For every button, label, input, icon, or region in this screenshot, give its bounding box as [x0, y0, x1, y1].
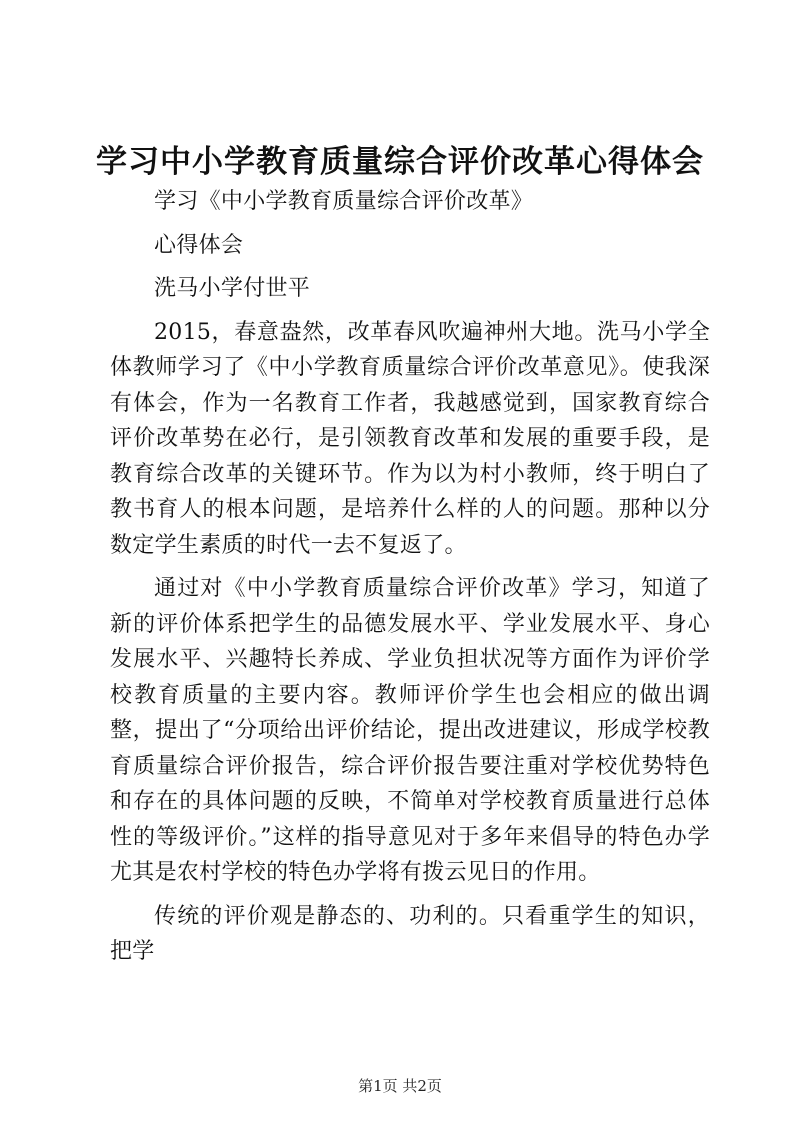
paragraph-author: 洗马小学付世平	[154, 276, 311, 301]
document-body	[110, 184, 710, 970]
page-footer: 第1页 共2页	[358, 1077, 442, 1095]
paragraph-body-3: 传统的评价观是静态的、功利的。只看重学生的知识，把学	[110, 903, 710, 964]
paragraph-body-1: 2015，春意盎然，改革春风吹遍神州大地。洗马小学全体教师学习了《中小学教育质量综合评价改革意见》。使我深有体会，作为一名教育工作者，我越感觉到，国家教育综合评价改革势在必行，是引领教育改革和发展的重要手段，是教育综合改革的关键环节。作为以为村小教师，终于明白了教书育人的根本问题，是培养什么样的人的问题。那种以分数定学生素质的时代一去不复返了。	[110, 319, 710, 558]
paragraph-body-2: 通过对《中小学教育质量综合评价改革》学习，知道了新的评价体系把学生的品德发展水平、学业发展水平、身心发展水平、兴趣特长养成、学业负担状况等方面作为评价学校教育质量的主要内容。教师评价学生也会相应的做出调整，提出了“分项给出评价结论，提出改进建议，形成学校教育质量综合评价报告，综合评价报告要注重对学校优势特色和存在的具体问题的反映，不简单对学校教育质量进行总体性的等级评价。”这样的指导意见对于多年来倡导的特色办学尤其是农村学校的特色办学将有拨云见日的作用。	[110, 576, 710, 885]
document-title: 学习中小学教育质量综合评价改革心得体会	[96, 144, 704, 180]
paragraph-subtitle-line-1: 学习《中小学教育质量综合评价改革》	[154, 189, 534, 214]
paragraph-subtitle-line-2: 心得体会	[154, 232, 244, 258]
